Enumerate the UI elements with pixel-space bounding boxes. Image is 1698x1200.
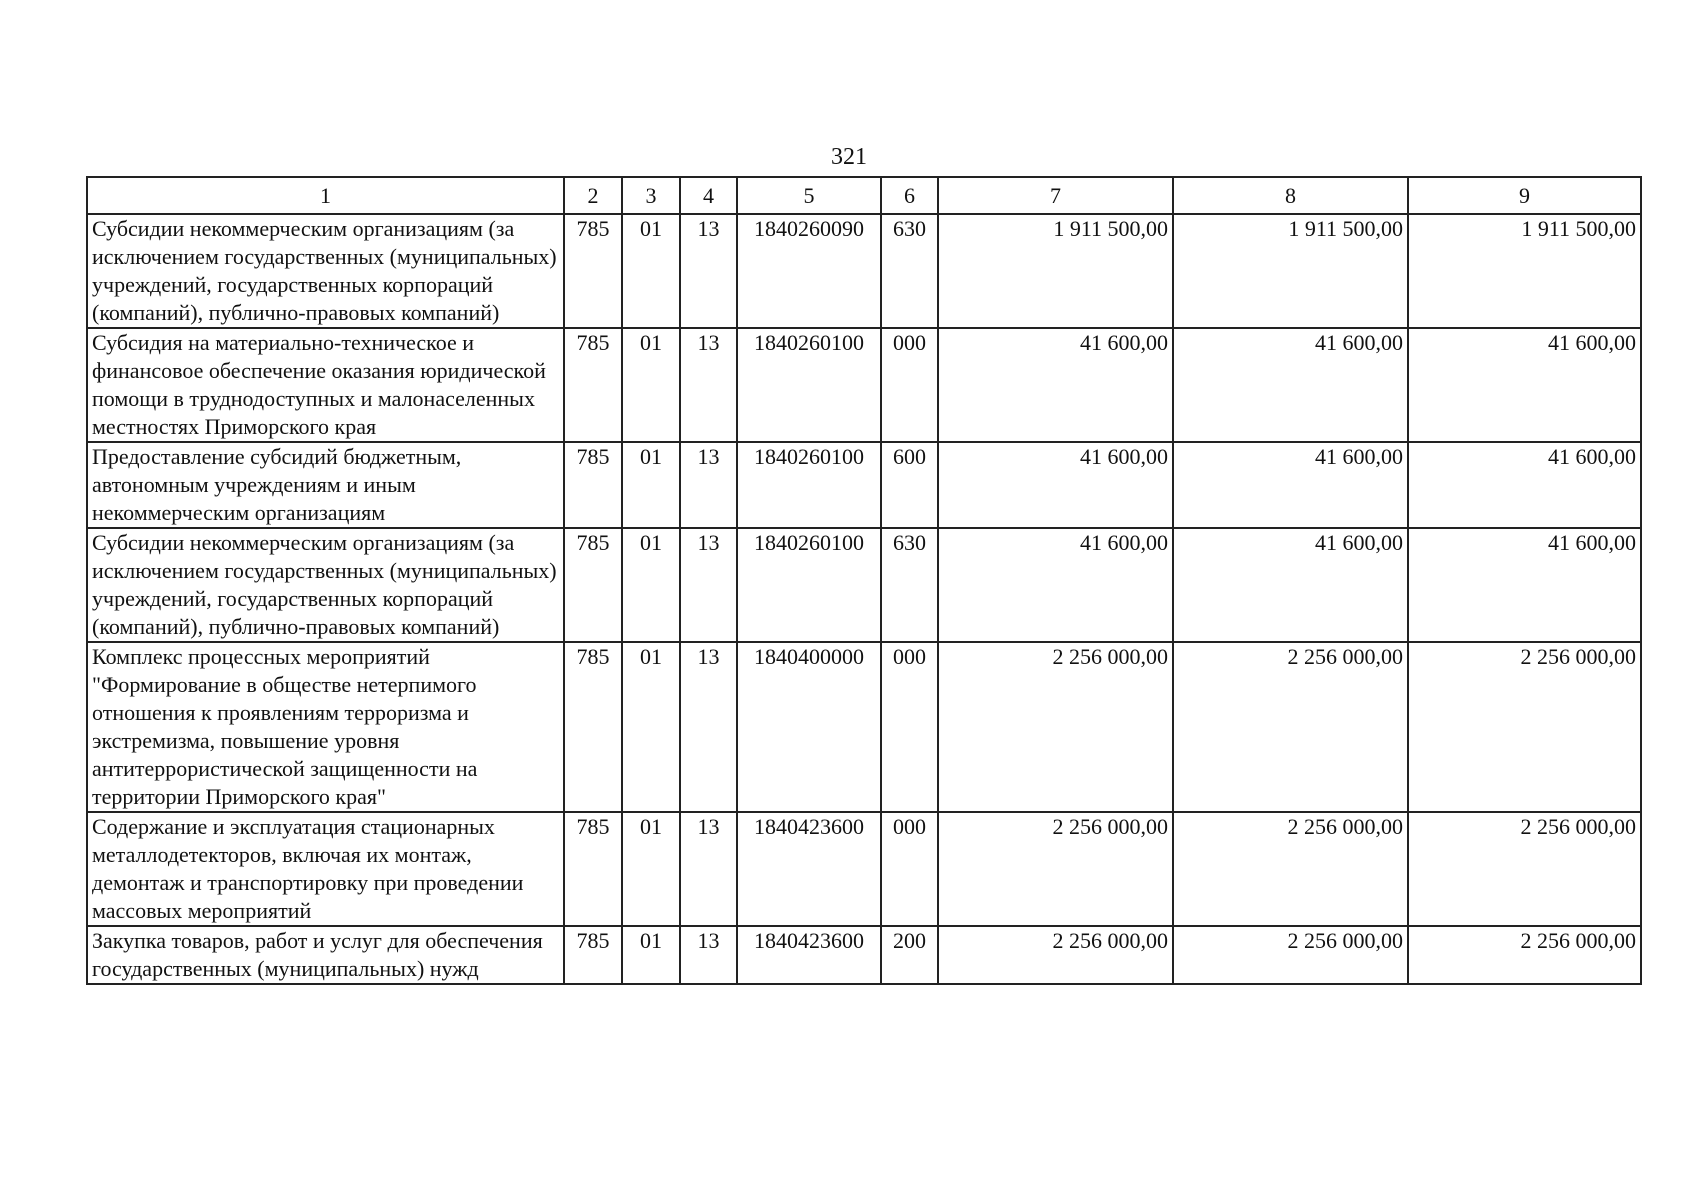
col9-amount: 2 256 000,00 xyxy=(1408,812,1641,926)
table-row xyxy=(87,528,1641,642)
col6-value: 000 xyxy=(881,812,938,926)
col9-amount: 41 600,00 xyxy=(1408,328,1641,442)
col4-value: 13 xyxy=(680,528,737,642)
row-name: Субсидия на материально-техническое и финансовое обеспечение оказания юридической помощи в труднодоступных и малонаселенных местностях Приморского края xyxy=(87,328,564,442)
col3-value: 01 xyxy=(622,528,680,642)
row-name: Закупка товаров, работ и услуг для обеспечения государственных (муниципальных) нужд xyxy=(87,926,564,984)
col9-amount: 2 256 000,00 xyxy=(1408,642,1641,812)
col3-value: 01 xyxy=(622,812,680,926)
col2-value: 785 xyxy=(564,442,622,528)
col3-value: 01 xyxy=(622,214,680,328)
table-row xyxy=(87,328,1641,442)
col2-value: 785 xyxy=(564,926,622,984)
col7-amount: 41 600,00 xyxy=(938,528,1173,642)
col6-value: 630 xyxy=(881,528,938,642)
col7-amount: 41 600,00 xyxy=(938,328,1173,442)
budget-table xyxy=(86,176,1642,985)
col5-value: 1840260090 xyxy=(737,214,881,328)
col8-amount: 2 256 000,00 xyxy=(1173,812,1408,926)
col8-amount: 41 600,00 xyxy=(1173,328,1408,442)
column-header-5: 5 xyxy=(737,177,881,214)
col4-value: 13 xyxy=(680,926,737,984)
col5-value: 1840260100 xyxy=(737,528,881,642)
col2-value: 785 xyxy=(564,214,622,328)
col7-amount: 2 256 000,00 xyxy=(938,642,1173,812)
col5-value: 1840260100 xyxy=(737,442,881,528)
col9-amount: 41 600,00 xyxy=(1408,528,1641,642)
col5-value: 1840423600 xyxy=(737,926,881,984)
col3-value: 01 xyxy=(622,442,680,528)
col9-amount: 41 600,00 xyxy=(1408,442,1641,528)
col5-value: 1840400000 xyxy=(737,642,881,812)
table-row xyxy=(87,926,1641,984)
col4-value: 13 xyxy=(680,328,737,442)
table-row xyxy=(87,642,1641,812)
column-header-1: 1 xyxy=(87,177,564,214)
col3-value: 01 xyxy=(622,642,680,812)
col4-value: 13 xyxy=(680,214,737,328)
col7-amount: 1 911 500,00 xyxy=(938,214,1173,328)
col8-amount: 41 600,00 xyxy=(1173,442,1408,528)
col2-value: 785 xyxy=(564,528,622,642)
col8-amount: 2 256 000,00 xyxy=(1173,926,1408,984)
header-row xyxy=(87,177,1641,214)
col2-value: 785 xyxy=(564,328,622,442)
col7-amount: 2 256 000,00 xyxy=(938,812,1173,926)
row-name: Субсидии некоммерческим организациям (за исключением государственных (муниципальных) учреждений, государственных корпораций (компаний), публично-правовых компаний) xyxy=(87,214,564,328)
col2-value: 785 xyxy=(564,642,622,812)
col2-value: 785 xyxy=(564,812,622,926)
col8-amount: 1 911 500,00 xyxy=(1173,214,1408,328)
col7-amount: 2 256 000,00 xyxy=(938,926,1173,984)
col8-amount: 41 600,00 xyxy=(1173,528,1408,642)
column-header-9: 9 xyxy=(1408,177,1641,214)
column-header-3: 3 xyxy=(622,177,680,214)
col5-value: 1840423600 xyxy=(737,812,881,926)
col6-value: 600 xyxy=(881,442,938,528)
table-row xyxy=(87,812,1641,926)
col5-value: 1840260100 xyxy=(737,328,881,442)
col8-amount: 2 256 000,00 xyxy=(1173,642,1408,812)
col9-amount: 1 911 500,00 xyxy=(1408,214,1641,328)
col4-value: 13 xyxy=(680,642,737,812)
row-name: Предоставление субсидий бюджетным, автономным учреждениям и иным некоммерческим организациям xyxy=(87,442,564,528)
col6-value: 000 xyxy=(881,642,938,812)
column-header-7: 7 xyxy=(938,177,1173,214)
column-header-4: 4 xyxy=(680,177,737,214)
table-row xyxy=(87,214,1641,328)
col6-value: 630 xyxy=(881,214,938,328)
table-row xyxy=(87,442,1641,528)
col9-amount: 2 256 000,00 xyxy=(1408,926,1641,984)
col6-value: 000 xyxy=(881,328,938,442)
row-name: Содержание и эксплуатация стационарных металлодетекторов, включая их монтаж, демонтаж и транспортировку при проведении массовых мероприятий xyxy=(87,812,564,926)
col3-value: 01 xyxy=(622,926,680,984)
row-name: Комплекс процессных мероприятий "Формирование в обществе нетерпимого отношения к проявлениям терроризма и экстремизма, повышение уровня антитеррористической защищенности на территории Приморского края" xyxy=(87,642,564,812)
page-number: 321 xyxy=(831,144,867,170)
col6-value: 200 xyxy=(881,926,938,984)
column-header-2: 2 xyxy=(564,177,622,214)
col4-value: 13 xyxy=(680,442,737,528)
row-name: Субсидии некоммерческим организациям (за исключением государственных (муниципальных) учреждений, государственных корпораций (компаний), публично-правовых компаний) xyxy=(87,528,564,642)
col3-value: 01 xyxy=(622,328,680,442)
column-header-8: 8 xyxy=(1173,177,1408,214)
col7-amount: 41 600,00 xyxy=(938,442,1173,528)
column-header-6: 6 xyxy=(881,177,938,214)
col4-value: 13 xyxy=(680,812,737,926)
